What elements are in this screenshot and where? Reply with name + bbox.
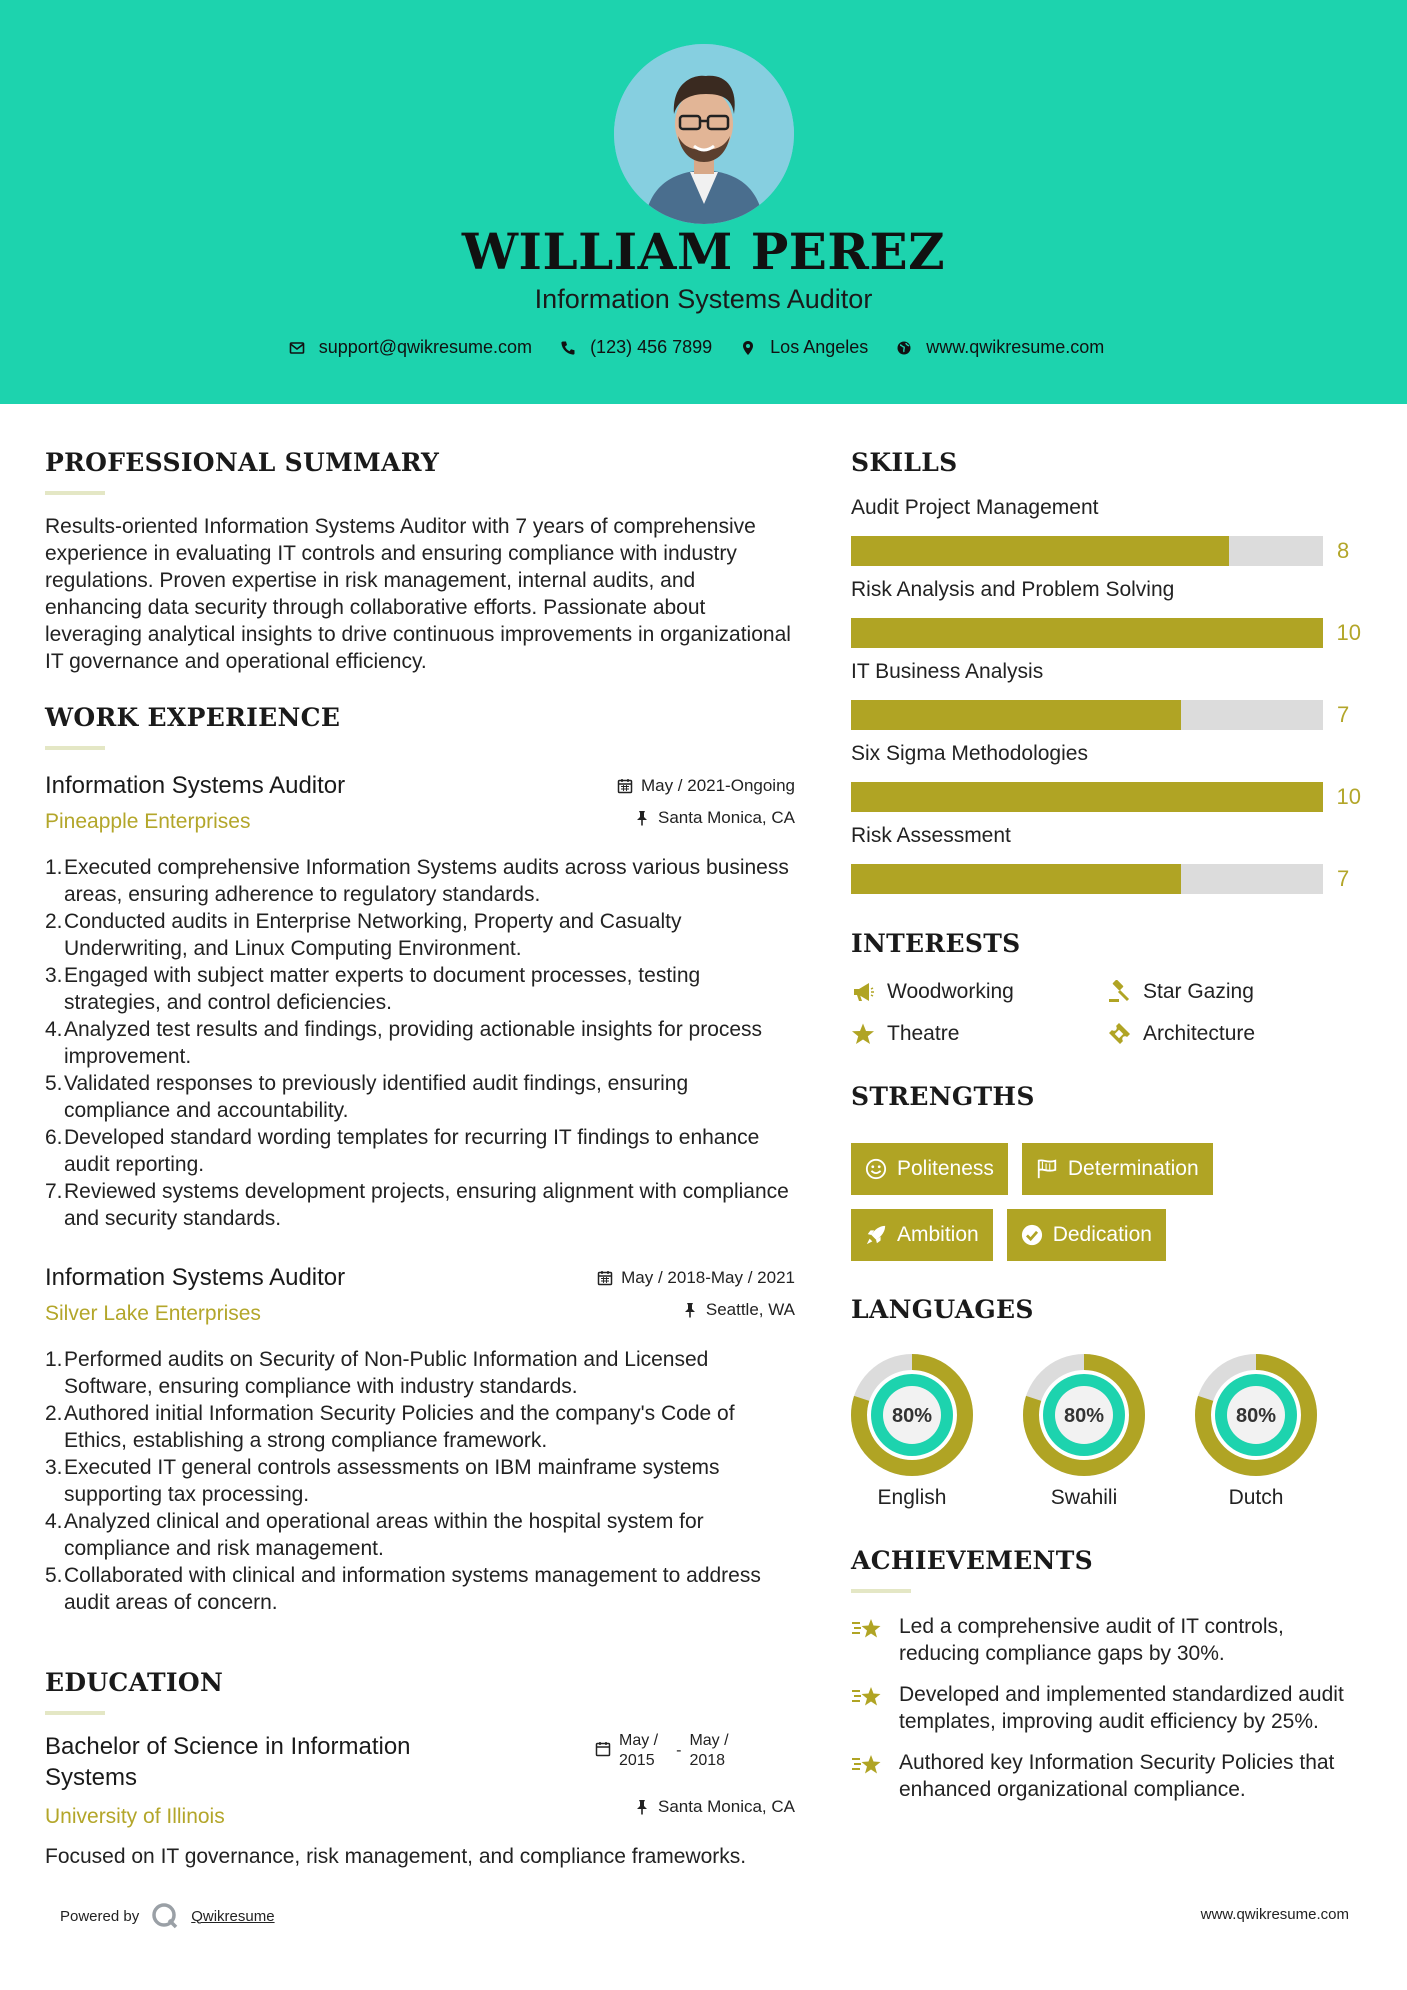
powered-by	[60, 1902, 275, 1930]
skill-row	[851, 689, 1361, 741]
education-section	[45, 1668, 795, 1870]
experience-section	[45, 703, 795, 1616]
list-item: 7. Reviewed systems development projects, ensuring alignment with compliance and security standards.	[45, 1180, 789, 1230]
skill-score: 8	[1337, 538, 1350, 563]
degree-title: Bachelor of Science in Information Systems	[45, 1733, 411, 1791]
job-date-text: May / 2021-Ongoing	[640, 776, 795, 795]
list-item: 5. Validated responses to previously identified audit findings, ensuring compliance and accountability.	[45, 1072, 689, 1122]
end-date: May / 2018	[689, 1732, 729, 1769]
skills-heading: SKILLS	[851, 448, 958, 477]
list-item: 3. Executed IT general controls assessments on IBM mainframe systems supporting tax processing.	[45, 1456, 720, 1506]
strength-badge: Dedication	[1007, 1209, 1166, 1261]
languages-heading: LANGUAGES	[851, 1295, 1034, 1324]
skill-bar-fill	[851, 536, 1229, 566]
summary-text: Results-oriented Information Systems Auditor with 7 years of comprehensive experience in evaluating IT controls and ensuring compliance with industry regulations. Proven expertise in risk management, internal audits, and enhancing data security through collaborative efforts. Passionate about leveraging analytical insights to drive continuous improvements in organizational IT governance and operational efficiency.	[45, 515, 791, 673]
skill-bar-track	[851, 782, 1323, 812]
qwikresume-logo-icon	[151, 1902, 179, 1930]
duty-list	[45, 854, 795, 1232]
phone-icon	[560, 340, 576, 356]
skill-item	[851, 495, 1361, 577]
email-text: support@qwikresume.com	[318, 337, 533, 357]
achievements-heading: ACHIEVEMENTS	[851, 1546, 1093, 1575]
list-item: 1. Performed audits on Security of Non-Public Information and Licensed Software, ensuring compliance with industry standards.	[45, 1348, 709, 1398]
skill-bar-fill	[851, 864, 1181, 894]
heading-divider	[45, 1711, 105, 1715]
heading-divider	[45, 491, 105, 495]
list-item: 1. Executed comprehensive Information Systems audits across various business areas, ensuring adherence to regulatory standards.	[45, 856, 789, 906]
job-location-text: Santa Monica, CA	[657, 808, 795, 827]
globe-icon	[896, 340, 912, 356]
flag-icon	[1036, 1158, 1058, 1180]
contact-location	[740, 337, 868, 358]
skill-name: Risk Assessment	[851, 824, 1011, 847]
header-banner	[0, 0, 1407, 404]
rocket-icon	[865, 1224, 887, 1246]
achievement-item: Developed and implemented standardized audit templates, improving audit efficiency by 25%.	[851, 1681, 1361, 1735]
skill-row	[851, 853, 1361, 905]
interests-section	[851, 929, 1361, 1046]
calendar-icon	[595, 1741, 611, 1757]
calendar-icon	[597, 1270, 613, 1286]
job-company: Silver Lake Enterprises	[45, 1302, 261, 1325]
footer-website[interactable]: www.qwikresume.com	[1200, 1906, 1349, 1923]
skill-bar-track	[851, 618, 1323, 648]
list-item: 4. Analyzed test results and findings, providing actionable insights for process improvement.	[45, 1018, 763, 1068]
job-date	[617, 776, 795, 796]
skill-item	[851, 659, 1361, 741]
list-item: 4. Analyzed clinical and operational areas within the hospital system for compliance and risk management.	[45, 1510, 704, 1560]
skill-name: IT Business Analysis	[851, 660, 1044, 683]
summary-heading: PROFESSIONAL SUMMARY	[45, 448, 440, 477]
location-text: Los Angeles	[770, 337, 869, 357]
strengths-section	[851, 1082, 1361, 1261]
contact-bar	[0, 337, 1407, 358]
profile-photo	[614, 44, 794, 224]
skill-item	[851, 577, 1361, 659]
school-name: University of Illinois	[45, 1805, 225, 1828]
interest-item: Theatre	[851, 1022, 1107, 1046]
ticket-icon	[1107, 1022, 1131, 1046]
language-name: English	[877, 1486, 947, 1509]
pushpin-icon	[634, 1799, 650, 1815]
skill-bar-fill	[851, 618, 1323, 648]
achievement-item: Led a comprehensive audit of IT controls, reducing compliance gaps by 30%.	[851, 1613, 1361, 1667]
candidate-name: WILLIAM PEREZ	[461, 222, 946, 281]
skill-bar-fill	[851, 782, 1323, 812]
education-heading: EDUCATION	[45, 1668, 224, 1697]
skill-score: 7	[1337, 866, 1350, 891]
achievement-list	[851, 1613, 1361, 1803]
skill-row	[851, 607, 1361, 659]
language-percent: 80%	[1235, 1405, 1277, 1427]
job-date-text: May / 2018-May / 2021	[621, 1268, 795, 1287]
language-item	[851, 1354, 973, 1510]
gavel-icon	[1107, 980, 1131, 1004]
skills-section	[851, 448, 1361, 905]
language-donut	[1023, 1354, 1145, 1476]
heading-divider	[851, 1589, 911, 1593]
skill-name: Risk Analysis and Problem Solving	[851, 578, 1175, 601]
language-name: Swahili	[1050, 1486, 1118, 1509]
skill-item	[851, 823, 1361, 905]
skill-row	[851, 771, 1361, 823]
language-list	[851, 1354, 1361, 1510]
language-donut	[1195, 1354, 1317, 1476]
languages-section	[851, 1295, 1361, 1510]
interest-item: Architecture	[1107, 1022, 1347, 1046]
language-percent: 80%	[1063, 1405, 1105, 1427]
strengths-heading: STRENGTHS	[851, 1082, 1035, 1111]
right-column	[851, 404, 1361, 1817]
pushpin-icon	[682, 1302, 698, 1318]
education-description: Focused on IT governance, risk management, and compliance frameworks.	[45, 1845, 747, 1868]
achievement-item: Authored key Information Security Policies that enhanced organizational compliance.	[851, 1749, 1361, 1803]
contact-email[interactable]	[289, 337, 532, 358]
date-dash: -	[676, 1742, 682, 1759]
star-icon	[851, 1022, 875, 1046]
interests-heading: INTERESTS	[851, 929, 1021, 958]
job-entry	[45, 1264, 795, 1616]
strength-list	[851, 1143, 1271, 1261]
skill-row	[851, 525, 1361, 577]
heading-divider	[45, 746, 105, 750]
check-circle-icon	[1021, 1224, 1043, 1246]
list-item: 6. Developed standard wording templates for recurring IT findings to enhance audit reporting.	[45, 1126, 760, 1176]
strength-badge: Determination	[1022, 1143, 1213, 1195]
experience-heading: WORK EXPERIENCE	[45, 703, 341, 732]
skill-score: 7	[1337, 702, 1350, 727]
job-location	[634, 808, 795, 828]
skill-list	[851, 495, 1361, 905]
interest-item: Star Gazing	[1107, 980, 1347, 1004]
skill-bar-track	[851, 864, 1323, 894]
skill-bar-track	[851, 536, 1323, 566]
language-percent: 80%	[891, 1405, 933, 1427]
language-name: Dutch	[1228, 1486, 1284, 1509]
job-entry	[45, 772, 795, 1232]
interest-item: Woodworking	[851, 980, 1107, 1004]
list-item: 2. Authored initial Information Security Policies and the company's Code of Ethics, establishing a strong compliance framework.	[45, 1402, 735, 1452]
megaphone-icon	[851, 980, 875, 1004]
shooting-star-icon	[851, 1751, 883, 1779]
envelope-icon	[289, 340, 305, 356]
smile-icon	[865, 1158, 887, 1180]
list-item: 3. Engaged with subject matter experts to document processes, testing strategies, and control deficiencies.	[45, 964, 701, 1014]
interest-list	[851, 980, 1361, 1046]
left-column	[45, 404, 795, 1870]
skill-bar-fill	[851, 700, 1181, 730]
list-item: 2. Conducted audits in Enterprise Networking, Property and Casualty Underwriting, and Linux Computing Environment.	[45, 910, 682, 960]
language-item	[1023, 1354, 1145, 1510]
list-item: 5. Collaborated with clinical and information systems management to address audit areas of concern.	[45, 1564, 761, 1614]
contact-website[interactable]	[896, 337, 1104, 358]
strength-badge: Politeness	[851, 1143, 1008, 1195]
education-location-text: Santa Monica, CA	[657, 1797, 795, 1816]
language-item	[1195, 1354, 1317, 1510]
pushpin-icon	[634, 810, 650, 826]
phone-text: (123) 456 7899	[590, 337, 713, 357]
job-title: Information Systems Auditor	[45, 1264, 346, 1291]
job-location-text: Seattle, WA	[705, 1300, 795, 1319]
qwikresume-link[interactable]: Qwikresume	[191, 1907, 275, 1925]
skill-bar-track	[851, 700, 1323, 730]
skill-item	[851, 741, 1361, 823]
shooting-star-icon	[851, 1615, 883, 1643]
candidate-role: Information Systems Auditor	[534, 284, 873, 314]
powered-by-text: Powered by	[60, 1907, 140, 1925]
job-location	[682, 1300, 795, 1320]
duty-list	[45, 1346, 795, 1616]
strength-badge: Ambition	[851, 1209, 993, 1261]
calendar-icon	[617, 778, 633, 794]
job-date	[597, 1268, 795, 1288]
education-date	[595, 1731, 729, 1771]
shooting-star-icon	[851, 1683, 883, 1711]
education-location	[634, 1797, 795, 1817]
website-text: www.qwikresume.com	[926, 337, 1105, 357]
skill-score: 10	[1336, 784, 1361, 809]
skill-name: Six Sigma Methodologies	[851, 742, 1088, 765]
start-date: May / 2015	[619, 1732, 659, 1769]
summary-section	[45, 448, 795, 675]
job-company: Pineapple Enterprises	[45, 810, 251, 833]
map-pin-icon	[740, 340, 756, 356]
language-donut	[851, 1354, 973, 1476]
contact-phone[interactable]	[560, 337, 712, 358]
job-title: Information Systems Auditor	[45, 772, 346, 799]
skill-score: 10	[1336, 620, 1361, 645]
skill-name: Audit Project Management	[851, 496, 1099, 519]
achievements-section	[851, 1546, 1361, 1803]
education-entry	[45, 1731, 795, 1843]
